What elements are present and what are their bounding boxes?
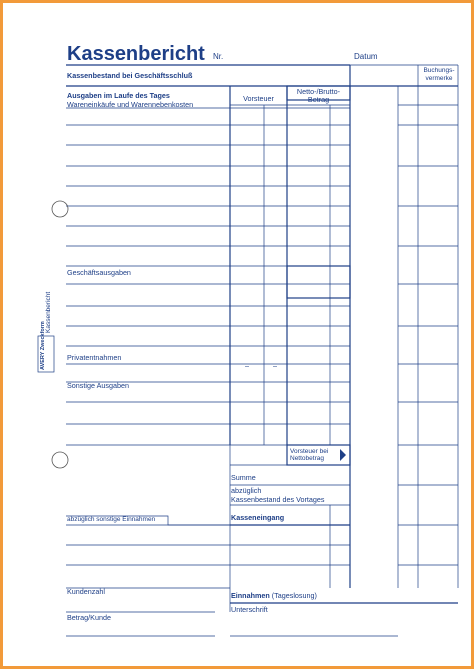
geschaeftsausgaben-label: Geschäftsausgaben — [67, 268, 131, 277]
buchungsvermerke-label: Buchungs- vermerke — [423, 67, 455, 82]
nr-label: Nr. — [213, 52, 224, 61]
kassenbestand-label: Kassenbestand bei Geschäftsschluß — [67, 71, 193, 80]
ausgaben-subheading: Wareneinkäufe und Warennebenkosten — [67, 100, 194, 109]
vorsteuer-dash-1: – — [245, 361, 249, 370]
abzueglich-sonstige-einnahmen-label: abzüglich sonstige Einnahmen — [67, 516, 156, 523]
brand-logo-text: AVERY Zweckform — [40, 321, 46, 370]
summe-label: Summe — [231, 473, 256, 482]
side-vertical-label: Kassenbericht — [45, 291, 52, 333]
netto-brutto-header: Netto-/Brutto- Betrag — [296, 87, 341, 104]
kasseneingang-label: Kasseneingang — [231, 513, 285, 522]
betrag-kunde-label: Betrag/Kunde — [67, 613, 111, 622]
kassenbestand-vortag-label: Kassenbestand des Vortages — [231, 495, 325, 504]
einnahmen-row — [231, 592, 317, 599]
sonstige-ausgaben-label: Sonstige Ausgaben — [67, 381, 129, 390]
arrow-right-icon — [340, 449, 346, 461]
brand-logo — [40, 321, 47, 370]
abzueglich-label: abzüglich — [231, 486, 262, 495]
ausgaben-heading: Ausgaben im Laufe des Tages — [67, 91, 170, 100]
page-title: Kassenbericht — [67, 43, 205, 65]
vorsteuer-dash-2: – — [273, 361, 277, 370]
datum-label: Datum — [354, 52, 378, 61]
tageslosung-label: (Tageslosung) — [271, 591, 317, 600]
vorsteuer-bei-nettobetrag-label: Vorsteuer bei Nettobetrag — [290, 448, 329, 463]
einnahmen-label: Einnahmen — [231, 591, 270, 600]
kundenzahl-label: Kundenzahl — [67, 587, 105, 596]
unterschrift-label: Unterschrift — [231, 605, 268, 614]
privatentnahmen-label: Privatentnahmen — [67, 353, 122, 362]
vorsteuer-header: Vorsteuer — [243, 94, 274, 103]
